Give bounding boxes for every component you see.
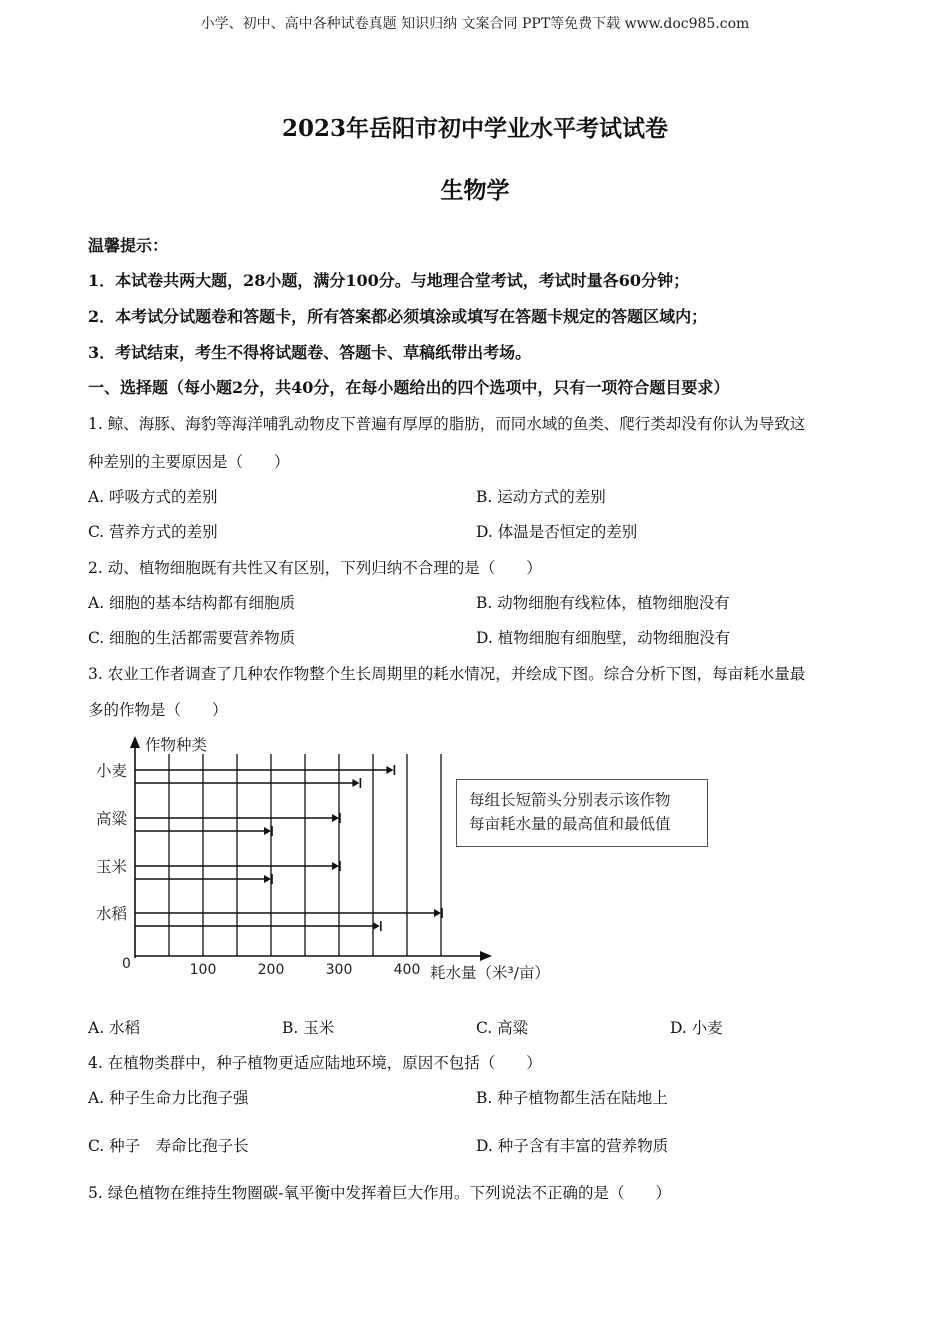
q4-option-d: D. 种子含有丰富的营养物质: [476, 1137, 669, 1155]
q3-option-c: C. 高粱: [476, 1019, 529, 1037]
arrowhead-小麦-max: [386, 766, 393, 774]
q1-option-a: A. 呼吸方式的差别: [88, 488, 218, 506]
x-tick-100: 100: [189, 962, 217, 978]
category-labels: [96, 762, 128, 923]
category-小麦: 小麦: [96, 762, 128, 780]
q3-stem-line1: 3. 农业工作者调查了几种农作物整个生长周期里的耗水情况，并绘成下图。综合分析下图，每亩耗水量最: [88, 665, 806, 683]
q4-option-a: A. 种子生命力比孢子强: [88, 1089, 249, 1107]
arrowhead-水稻-max: [434, 909, 441, 917]
q2-option-b: B. 动物细胞有线粒体，植物细胞没有: [476, 594, 730, 612]
x-axis-label: 耗水量（米³/亩）: [430, 964, 550, 982]
q3-option-a: A. 水稻: [88, 1019, 141, 1037]
q1-stem-line1: 1. 鲸、海豚、海豹等海洋哺乳动物皮下普遍有厚厚的脂肪，而同水域的鱼类、爬行类却没有你认为导致这: [88, 415, 806, 433]
q1-option-b: B. 运动方式的差别: [476, 488, 606, 506]
category-玉米: 玉米: [96, 858, 128, 876]
q5-stem: 5. 绿色植物在维持生物圈碳-氧平衡中发挥着巨大作用。下列说法不正确的是（ ）: [88, 1184, 671, 1202]
annotation-line-2: 每亩耗水量的最高值和最低值: [469, 815, 671, 833]
arrowhead-玉米-min: [264, 875, 271, 883]
q3-option-b: B. 玉米: [282, 1019, 335, 1037]
x-axis-arrow: [480, 951, 492, 961]
y-axis-label: 作物种类: [145, 736, 208, 754]
tip-1: 1．本试卷共两大题，28小题，满分100分。与地理合堂考试，考试时量各60分钟；: [88, 271, 690, 290]
x-tick-labels: [190, 962, 421, 978]
x-tick-300: 300: [325, 962, 353, 978]
q2-stem: 2. 动、植物细胞既有共性又有区别，下列归纳不合理的是（ ）: [88, 559, 542, 577]
x-tick-200: 200: [257, 962, 285, 978]
q2-option-c: C. 细胞的生活都需要营养物质: [88, 629, 296, 647]
water-consumption-chart: [92, 730, 572, 992]
tip-2: 2．本考试分试题卷和答题卡，所有答案都必须填涂或填写在答题卡规定的答题区域内；: [88, 307, 708, 326]
q2-option-d: D. 植物细胞有细胞壁，动物细胞没有: [476, 629, 731, 647]
q1-option-c: C. 营养方式的差别: [88, 523, 218, 541]
category-高粱: 高粱: [96, 810, 128, 828]
q2-option-a: A. 细胞的基本结构都有细胞质: [88, 594, 296, 612]
q3-option-d: D. 小麦: [670, 1019, 723, 1037]
q3-stem-line2: 多的作物是（ ）: [88, 701, 228, 719]
q1-option-d: D. 体温是否恒定的差别: [476, 523, 638, 541]
q4-option-b: B. 种子植物都生活在陆地上: [476, 1089, 668, 1107]
tips-heading: 温馨提示：: [88, 236, 169, 255]
q4-option-c: C. 种子 寿命比孢子长: [88, 1137, 249, 1155]
category-水稻: 水稻: [96, 905, 128, 923]
origin-label: 0: [122, 956, 131, 972]
arrowhead-水稻-min: [373, 922, 380, 930]
y-axis-arrow: [130, 736, 140, 748]
exam-title: 2023年岳阳市初中学业水平考试试卷: [281, 115, 668, 142]
tip-3: 3．考试结束，考生不得将试题卷、答题卡、草稿纸带出考场。: [88, 343, 532, 362]
chart-arrows: [135, 765, 442, 931]
q1-stem-line2: 种差别的主要原因是（ ）: [88, 453, 290, 471]
x-tick-400: 400: [393, 962, 421, 978]
q4-stem: 4. 在植物类群中，种子植物更适应陆地环境，原因不包括（ ）: [88, 1054, 542, 1072]
arrowhead-高粱-min: [264, 827, 271, 835]
annotation-line-1: 每组长短箭头分别表示该作物: [469, 791, 671, 809]
subject-title: 生物学: [440, 177, 510, 204]
arrowhead-玉米-max: [332, 862, 339, 870]
page-header: 小学、初中、高中各种试卷真题 知识归纳 文案合同 PPT等免费下载 www.doc985.com: [200, 16, 750, 32]
arrowhead-高粱-max: [332, 814, 339, 822]
chart-annotation-box: [456, 779, 708, 847]
section-1-heading: 一、选择题（每小题2分，共40分，在每小题给出的四个选项中，只有一项符合题目要求）: [88, 378, 730, 397]
arrowhead-小麦-min: [352, 779, 359, 787]
